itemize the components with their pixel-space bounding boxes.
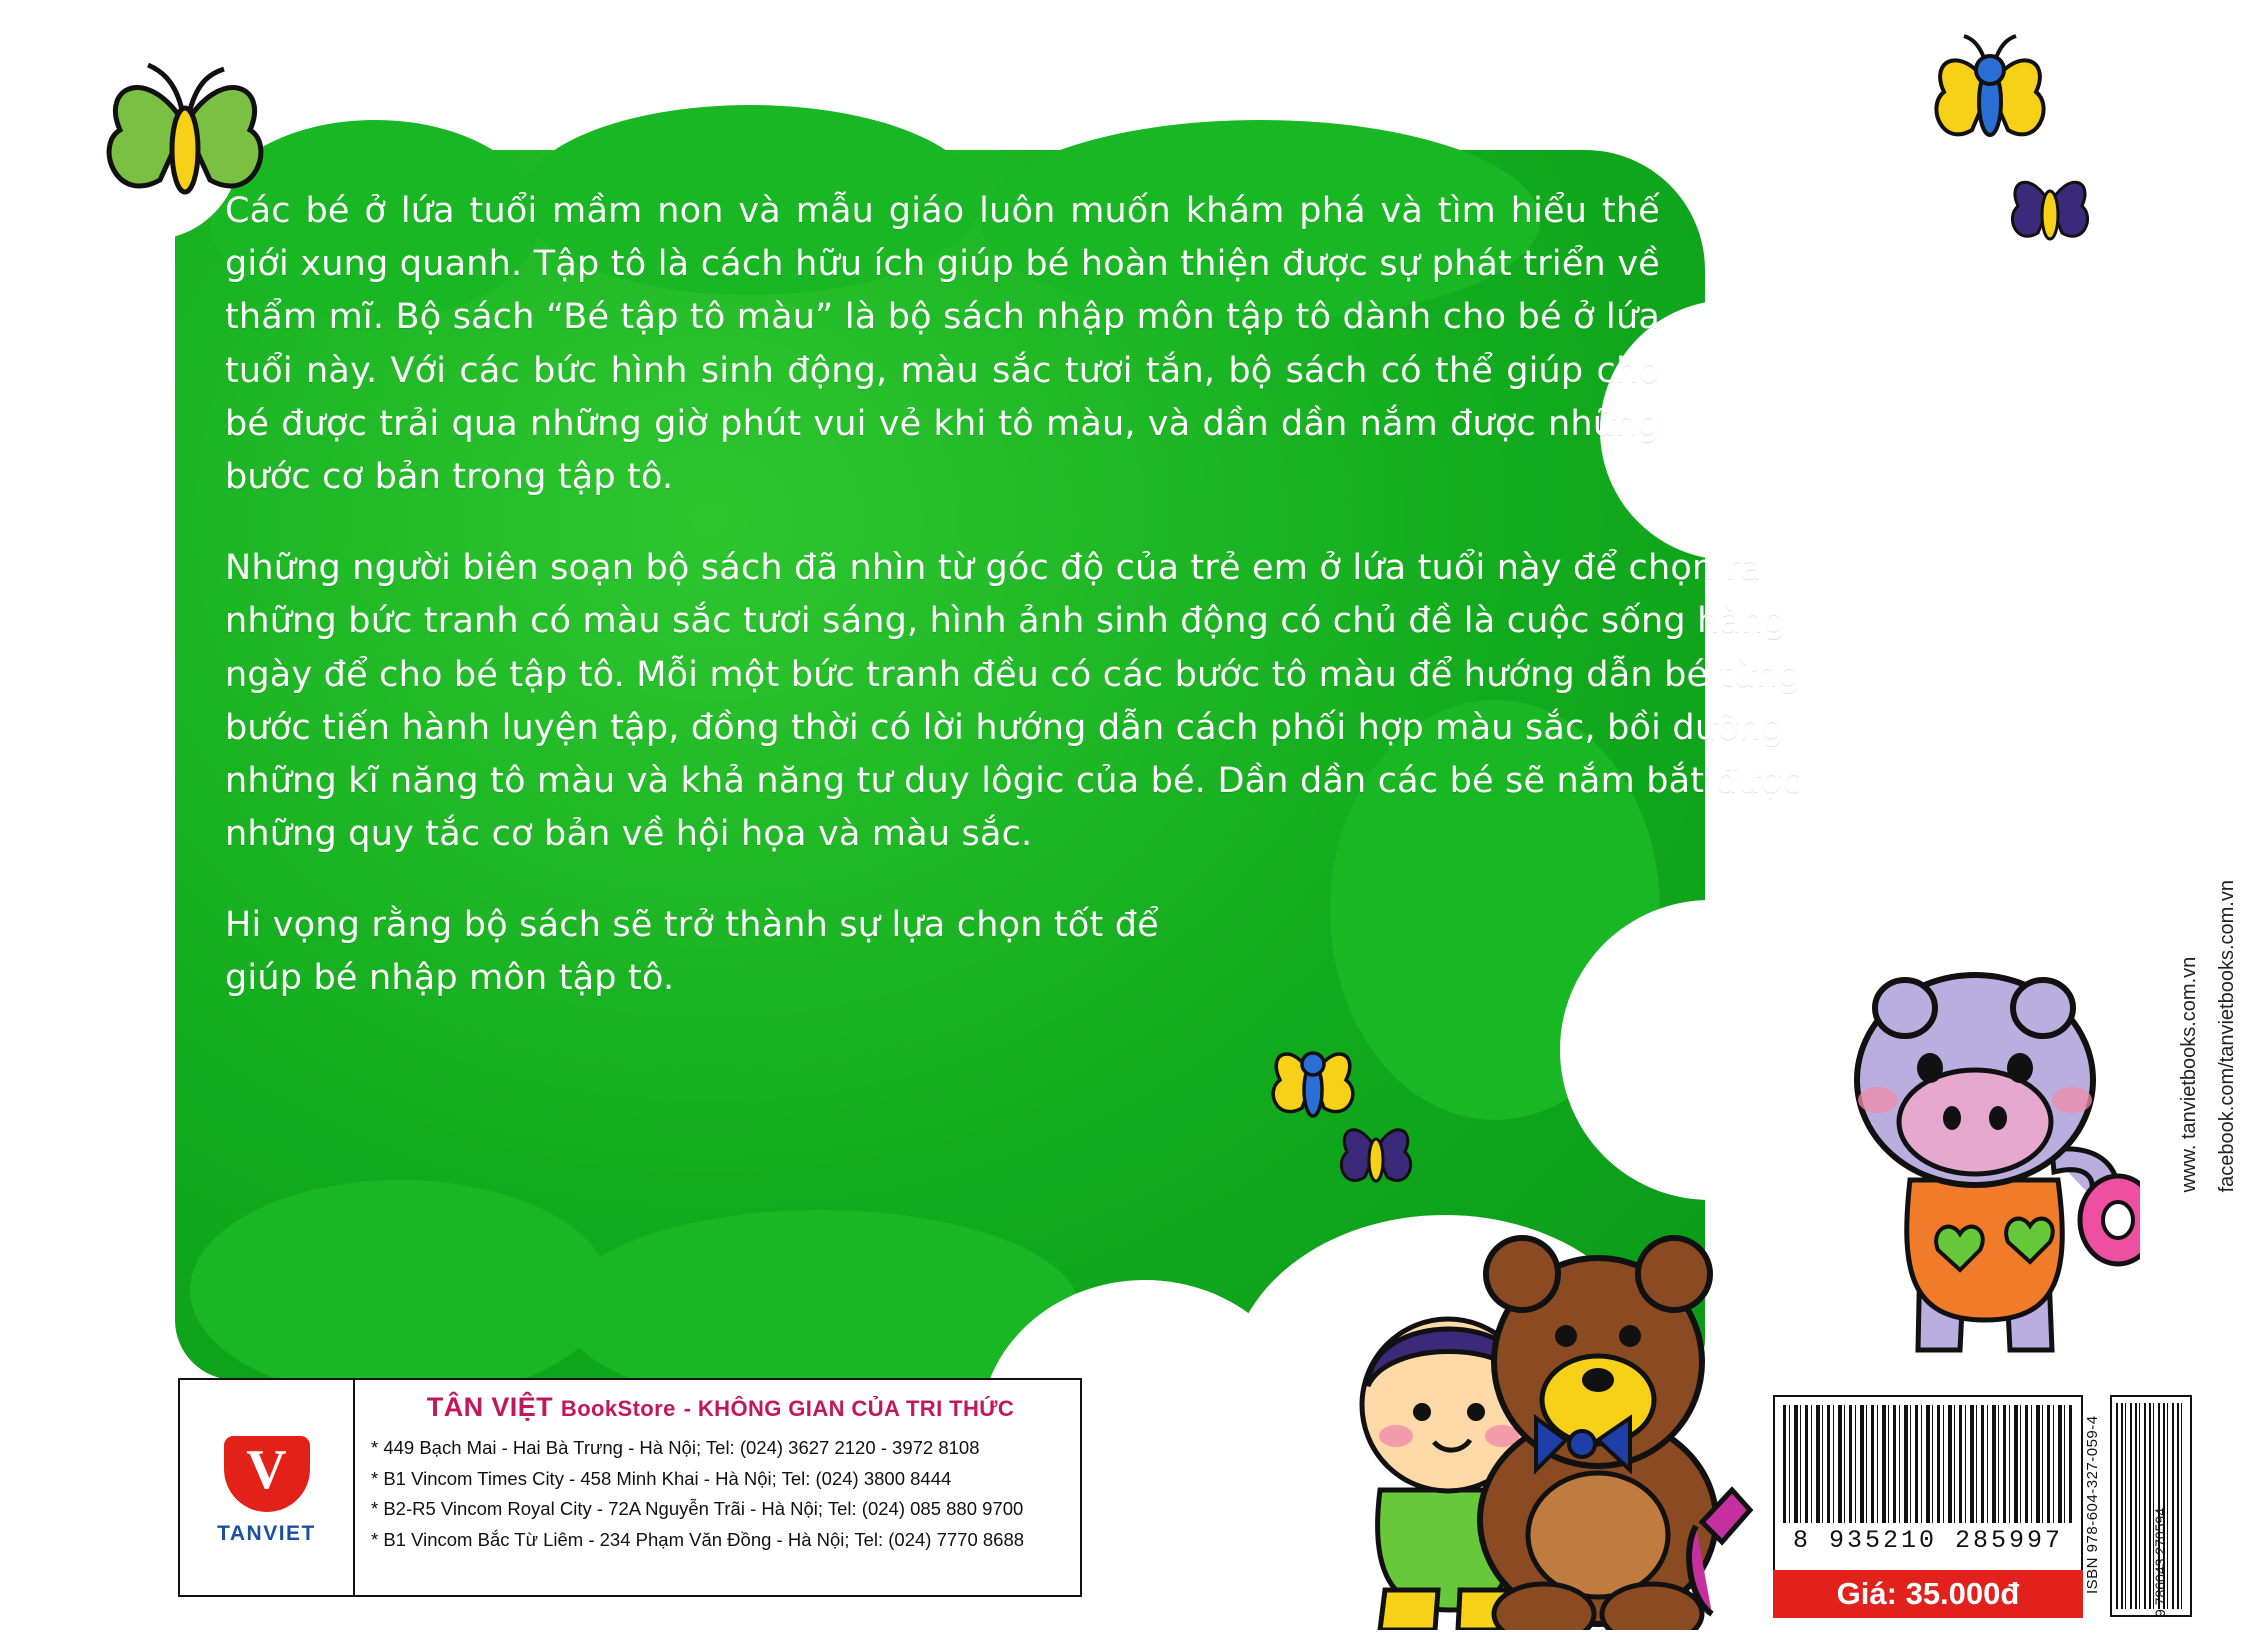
teddy-bear-character-icon: [1330, 1190, 1760, 1630]
blurb-paragraph-1: Các bé ở lứa tuổi mầm non và mẫu giáo luôn muốn khám phá và tìm hiểu thế giới xung quanh. Tập tô là cách hữu ích giúp bé hoàn thiện được sự phát triển về thẩm mĩ. Bộ sách “Bé tập tô màu” là bộ sách nhập môn tập tô dành cho bé ở lứa tuổi này. Với các bức hình sinh động, màu sắc tươi tắn, bộ sách có thể giúp cho bé được trải qua những giờ phút vui vẻ khi tô màu, và dần dần nắm được những bước cơ bản trong tập tô.: [225, 191, 1660, 497]
blurb-paragraph-2: Những người biên soạn bộ sách đã nhìn từ góc độ của trẻ em ở lứa tuổi này để chọn ra những bức tranh có màu sắc tươi sáng, hình ảnh sinh động có chủ đề là cuộc sống hàng ngày để cho bé tập tô. Mỗi một bức tranh đều có các bước tô màu để hướng dẫn bé từng bước tiến hành luyện tập, đồng thời có lời hướng dẫn cách phối hợp màu sắc, bồi dưỡng những kĩ năng tô màu và khả năng tư duy lôgic của bé. Dần dần các bé sẽ nắm bắt được những quy tắc cơ bản về hội họa và màu sắc.: [225, 548, 1802, 855]
barcode-bars: [1783, 1405, 2073, 1523]
blurb-paragraph-3: Hi vọng rằng bộ sách sẽ trở thành sự lựa chọn tốt để giúp bé nhập môn tập tô.: [225, 905, 1159, 999]
publisher-tagline: - KHÔNG GIAN CỦA TRI THỨC: [683, 1396, 1015, 1421]
facebook-text: facebook.com/tanvietbooks.com.vn: [2216, 880, 2238, 1193]
publisher-address-list: [371, 1433, 1070, 1556]
list-item: * B1 Vincom Times City - 458 Minh Khai - Hà Nội; Tel: (024) 3800 8444: [371, 1467, 952, 1489]
list-item: * 449 Bạch Mai - Hai Bà Trưng - Hà Nội; Tel: (024) 3627 2120 - 3972 8108: [371, 1437, 980, 1458]
isbn-barcode-bars: [2116, 1403, 2186, 1609]
publisher-logo: [180, 1380, 355, 1595]
barcode-digits: 8 935210 285997: [1792, 1526, 2064, 1555]
contact-vertical-text: [2170, 880, 2246, 1192]
publisher-title: [371, 1392, 1070, 1423]
panel-bump-bottom-left: [190, 1180, 610, 1400]
isbn-barcode-block: [2110, 1395, 2192, 1617]
tanviet-logo-icon: [224, 1436, 310, 1512]
butterfly-purple-icon: [2000, 160, 2100, 255]
butterfly-green-icon: [90, 55, 280, 225]
publisher-store: BookStore: [560, 1396, 676, 1421]
blurb-text: [225, 185, 1802, 1044]
logo-brand-text: TANVIET: [217, 1521, 316, 1545]
list-item: * B1 Vincom Bắc Từ Liêm - 234 Phạm Văn Đồng - Hà Nội; Tel: (024) 7770 8688: [371, 1529, 1025, 1551]
butterfly-purple-small-icon: [1330, 1110, 1422, 1196]
isbn-text-vertical: ISBN 978-604-327-059-4: [2084, 1415, 2101, 1595]
price-tag: Giá: 35.000đ: [1773, 1570, 2083, 1618]
publisher-details: [355, 1380, 1080, 1595]
hippo-character-icon: [1800, 950, 2140, 1380]
butterfly-yellow-icon: [1920, 30, 2060, 160]
barcode-block: [1773, 1395, 2083, 1585]
website-text: www. tanvietbooks.com.vn: [2178, 956, 2200, 1193]
list-item: * B2-R5 Vincom Royal City - 72A Nguyễn Trãi - Hà Nội; Tel: (024) 085 880 9700: [371, 1498, 1024, 1520]
isbn-digits-vertical: 9 786043 270594: [2152, 1508, 2168, 1617]
publisher-info-box: [178, 1378, 1082, 1597]
publisher-name: TÂN VIỆT: [426, 1392, 553, 1422]
logo-letter: V: [246, 1438, 287, 1501]
